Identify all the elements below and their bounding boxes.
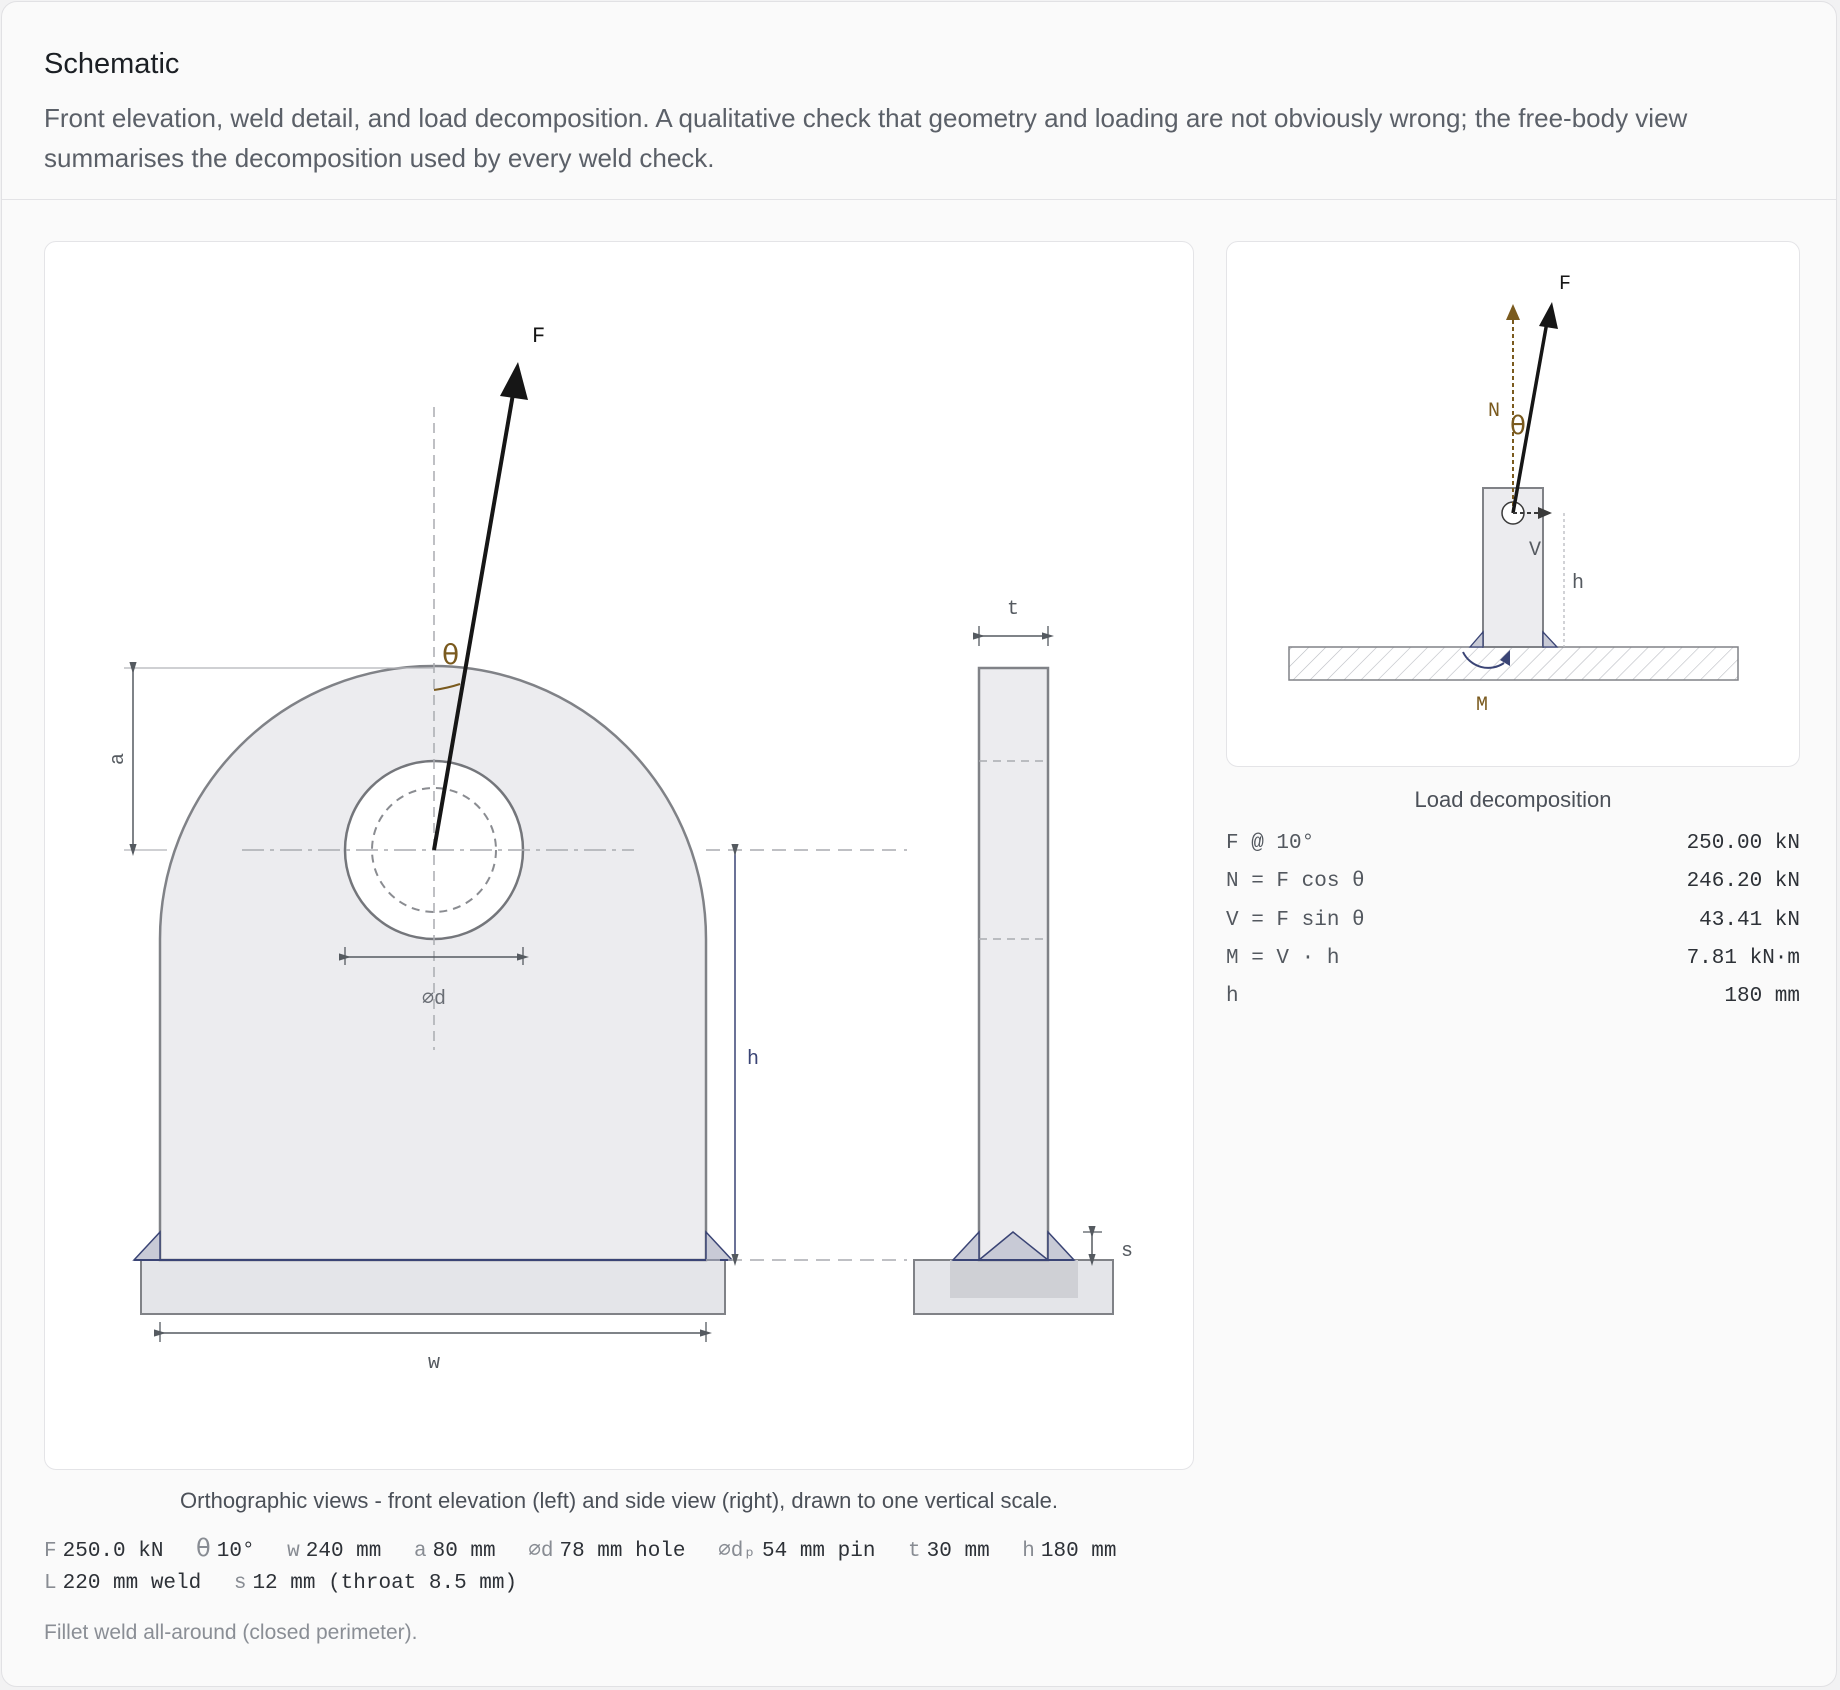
param-value: 80 mm — [432, 1540, 496, 1563]
param-key: h — [1022, 1540, 1035, 1563]
fbd-f-label: F — [1559, 273, 1572, 296]
lug-plate — [160, 666, 706, 1260]
decomp-value: 43.41 kN — [1699, 909, 1800, 932]
param-value: 10° — [216, 1540, 255, 1563]
decomp-label: M = V · h — [1226, 947, 1340, 970]
decomp-value: 180 mm — [1724, 985, 1800, 1008]
param-value: 220 mm weld — [62, 1572, 202, 1595]
front-elevation — [107, 324, 907, 1375]
decomp-value: 250.00 kN — [1686, 832, 1800, 855]
param-key: ⌀dₚ — [718, 1540, 757, 1563]
param-key: L — [44, 1572, 57, 1595]
base-plate — [141, 1260, 725, 1314]
schematic-card — [1, 1, 1837, 1687]
param-key: F — [44, 1540, 57, 1563]
weld-left — [134, 1232, 160, 1260]
decomp-row — [1226, 985, 1800, 1015]
decomp-row — [1226, 947, 1800, 977]
dim-h-label: h — [747, 1048, 760, 1071]
fbd-n-label: N — [1488, 400, 1501, 423]
dim-s-label: s — [1121, 1240, 1134, 1263]
dim-d-label: ⌀d — [421, 988, 447, 1011]
param-key: t — [908, 1540, 921, 1563]
decomp-row — [1226, 832, 1800, 862]
parameters-row-2 — [44, 1572, 537, 1595]
param-key: s — [233, 1572, 247, 1595]
param-value: 250.0 kN — [62, 1540, 164, 1563]
param-value: 12 mm (throat 8.5 mm) — [252, 1572, 518, 1595]
decomp-value: 7.81 kN·m — [1686, 947, 1800, 970]
param-key: a — [414, 1540, 427, 1563]
force-label: F — [532, 324, 546, 349]
fbd-base-hatched — [1289, 647, 1738, 680]
fbd-caption: Load decomposition — [1414, 787, 1612, 812]
decomp-row — [1226, 909, 1800, 939]
decomp-label: N = F cos θ — [1226, 870, 1365, 893]
force-arrowhead — [500, 362, 528, 400]
decomposition-table — [1226, 832, 1800, 1012]
decomp-label: h — [1226, 985, 1239, 1008]
weld-note: Fillet weld all-around (closed perimeter). — [44, 1621, 418, 1644]
page-title: Schematic — [44, 48, 180, 80]
decomp-label: V = F sin θ — [1226, 909, 1365, 932]
side-view — [914, 598, 1133, 1314]
fbd-h-label: h — [1572, 572, 1585, 595]
weld-right — [706, 1232, 732, 1260]
param-value: 180 mm — [1040, 1540, 1117, 1563]
param-value: 78 mm hole — [559, 1540, 686, 1563]
theta-label: θ — [442, 638, 460, 671]
dim-a-label: a — [107, 752, 130, 766]
param-key: w — [287, 1540, 300, 1563]
param-key: ⌀d — [528, 1540, 554, 1563]
fbd-v-label: V — [1529, 539, 1542, 562]
param-value: 240 mm — [305, 1540, 382, 1563]
parameters-row-1 — [44, 1534, 1137, 1563]
fbd-theta-label: θ — [1510, 411, 1526, 441]
decomp-label: F @ 10° — [1226, 832, 1315, 855]
decomp-row — [1226, 870, 1800, 900]
dim-t-label: t — [1006, 598, 1020, 621]
side-weld-left — [953, 1232, 979, 1260]
side-lug-plate — [979, 668, 1048, 1260]
param-value: 30 mm — [926, 1540, 990, 1563]
page-description: Front elevation, weld detail, and load decomposition. A qualitative check that geometry and loading are not obviously wrong; the free-body view summarises the decomposition used by every weld check. — [44, 103, 1688, 173]
param-value: 54 mm pin — [762, 1540, 876, 1563]
param-key: θ — [196, 1534, 211, 1562]
fbd-m-label: M — [1475, 694, 1489, 717]
free-body-diagram — [1289, 273, 1738, 717]
side-weld-right — [1048, 1232, 1074, 1260]
ortho-caption: Orthographic views - front elevation (left) and side view (right), drawn to one vertical scale. — [180, 1488, 1058, 1513]
dim-w-label: w — [427, 1352, 441, 1375]
side-weld-zone — [950, 1260, 1078, 1298]
decomp-value: 246.20 kN — [1686, 870, 1800, 893]
